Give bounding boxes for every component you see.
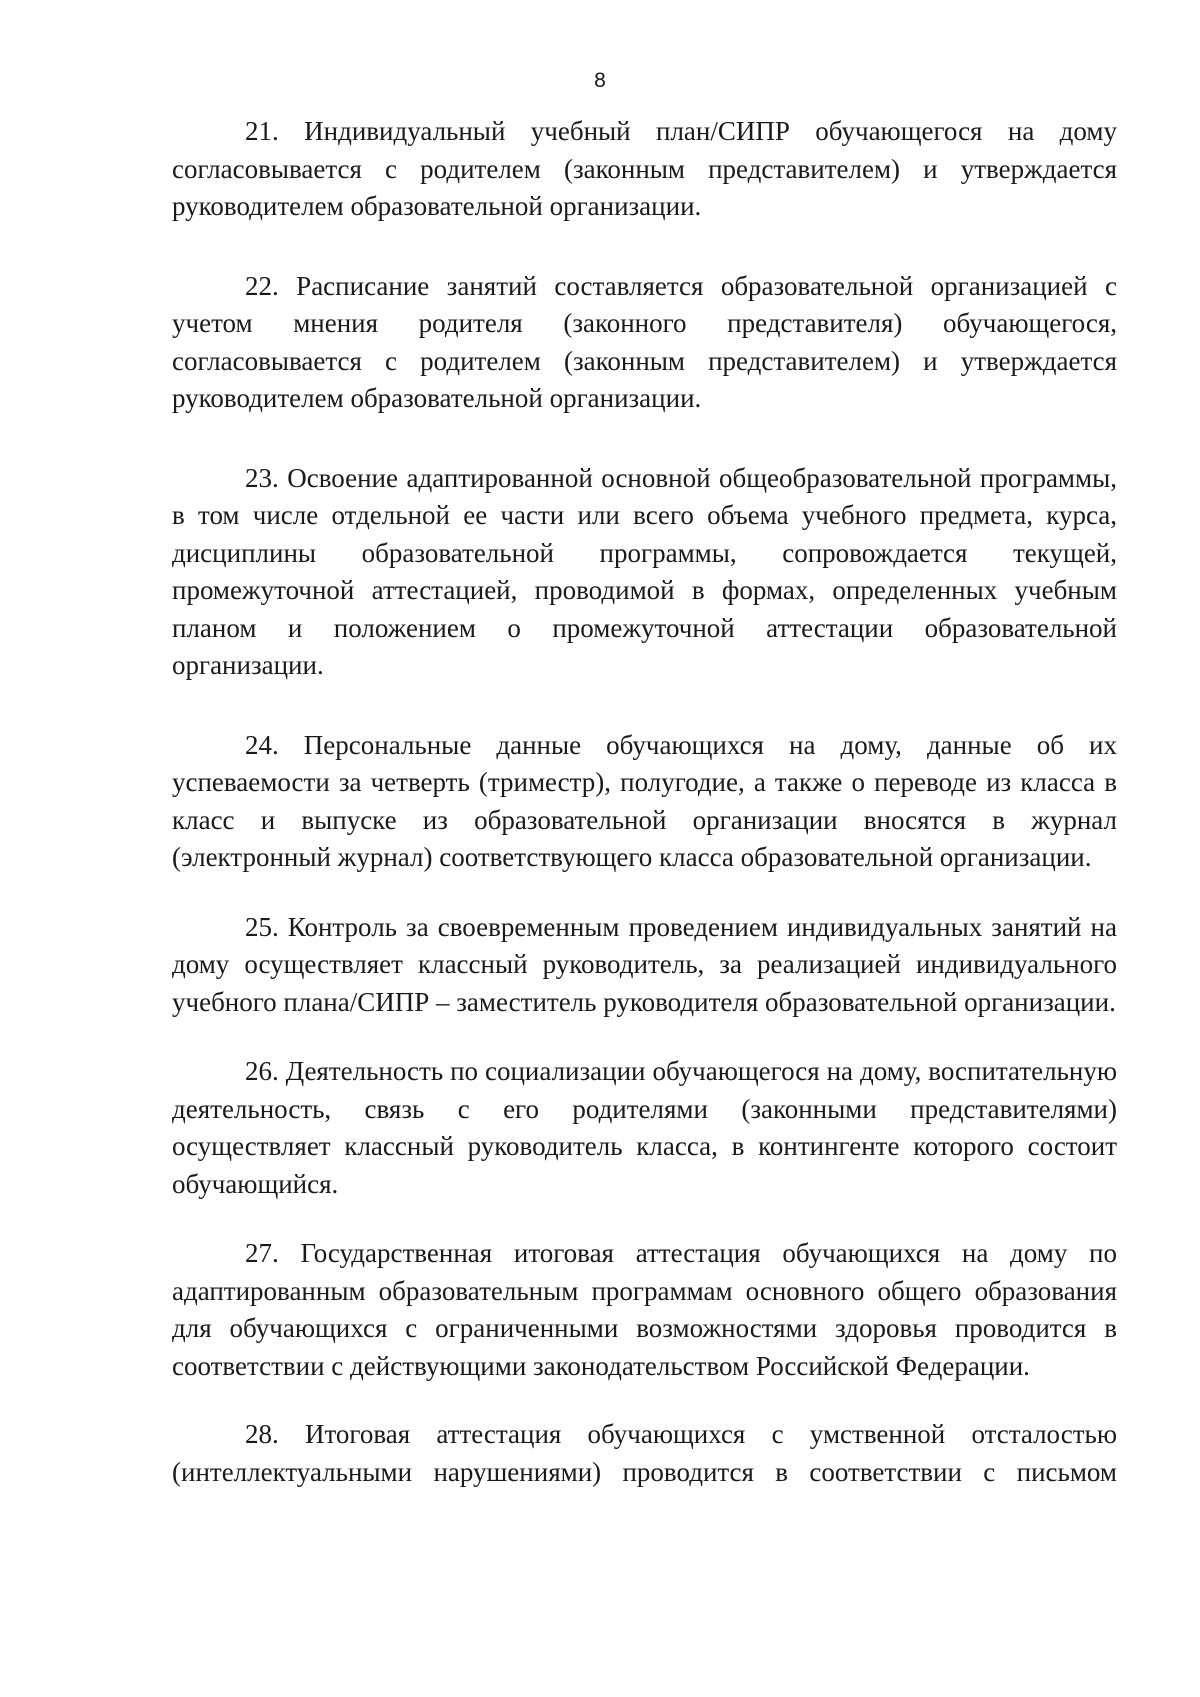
paragraph-24: 24. Персональные данные обучающихся на дому, данные об их успеваемости за четверть (триместр), полугодие, а также о переводе из класса в класс и выпуске из образовательной организации вносятся в журнал (электронный журнал) соответствующего класса образовательной организации. [172, 729, 1117, 872]
paragraph-28: 28. Итоговая аттестация обучающихся с умственной отсталостью (интеллектуальными нарушениями) проводится в соответствии с письмом [172, 1419, 1117, 1487]
paragraph-27: 27. Государственная итоговая аттестация обучающихся на дому по адаптированным образовательным программам основного общего образования для обучающихся с ограниченными возможностями здоровья проводится в соответствии с действующими законодательством Российской Федерации. [172, 1238, 1117, 1381]
paragraph-21: 21. Индивидуальный учебный план/СИПР обучающегося на дому согласовывается с родителем (законным представителем) и утверждается руководителем образовательной организации. [172, 116, 1117, 221]
paragraph-26: 26. Деятельность по социализации обучающегося на дому, воспитательную деятельность, связь с его родителями (законными представителями) осуществляет классный руководитель класса, в контингенте которого состоит обучающийся. [172, 1056, 1117, 1199]
paragraph-25: 25. Контроль за своевременным проведением индивидуальных занятий на дому осуществляет классный руководитель, за реализацией индивидуального учебного плана/СИПР – заместитель руководителя образовательной организации. [172, 911, 1117, 1017]
paragraph-22: 22. Расписание занятий составляется образовательной организацией с учетом мнения родителя (законного представителя) обучающегося, согласовывается с родителем (законным представителем) и утверждается руководителем образовательной организации. [172, 270, 1117, 413]
page-number: 8 [594, 69, 606, 92]
paragraph-23: 23. Освоение адаптированной основной общеобразовательной программы, в том числе отдельной ее части или всего объема учебного предмета, курса, дисциплины образовательной программы, сопровождается текущей, промежуточной аттестацией, проводимой в формах, определенных учебным планом и положением о промежуточной аттестации образовательной организации. [172, 462, 1117, 680]
document-body [172, 113, 1117, 1491]
